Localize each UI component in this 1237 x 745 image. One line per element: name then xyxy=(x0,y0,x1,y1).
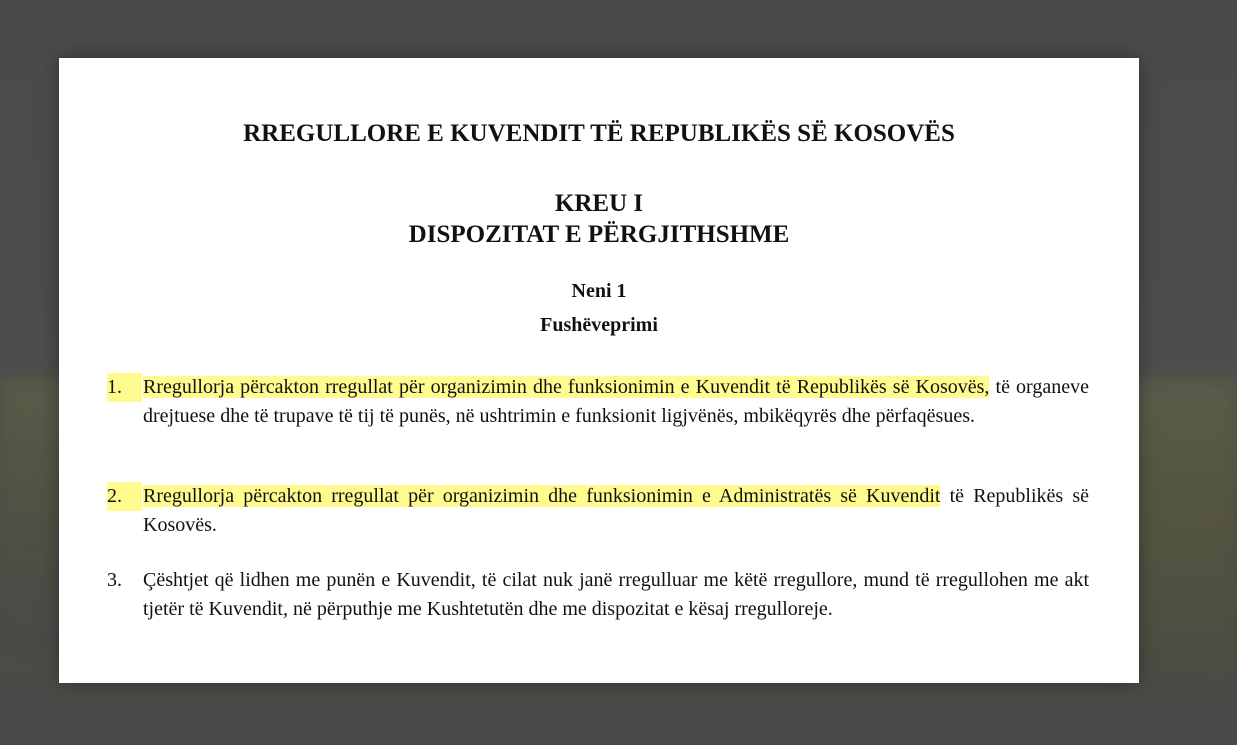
background-blur-right xyxy=(1127,380,1237,680)
highlighted-text: Rregullorja përcakton rregullat për organizimin dhe funksionimin e Administratës së Kuvendit xyxy=(143,485,941,507)
paragraph-text: të Republikës së Kosovës. xyxy=(143,485,1089,536)
document-page xyxy=(59,58,1139,683)
paragraph-number: 3. xyxy=(107,569,122,591)
document-title: RREGULLORE E KUVENDIT TË REPUBLIKËS SË KOSOVËS xyxy=(243,120,955,147)
paragraph-3 xyxy=(107,566,1089,624)
chapter-title: DISPOZITAT E PËRGJITHSHME xyxy=(408,221,790,248)
paragraph-1 xyxy=(107,373,1089,431)
paragraph-number: 1. xyxy=(107,373,142,402)
paragraph-text: Çështjet që lidhen me punën e Kuvendit, të cilat nuk janë rregulluar me këtë rregullore, mund të rregullohen me akt tjetër të Kuvendit, në përputhje me Kushtetutën dhe me dispozitat e kësaj rregulloreje. xyxy=(143,569,1089,620)
highlighted-text: Rregullorja përcakton rregullat për organizimin dhe funksionimin e Kuvendit të Republikës së Kosovës, xyxy=(143,376,990,398)
chapter-number: KREU I xyxy=(554,190,644,217)
paragraph-text: të organeve drejtuese dhe të trupave të tij të punës, në ushtrimin e funksionit ligjvënës, mbikëqyrës dhe përfaqësues. xyxy=(143,376,1089,427)
article-title: Fushëveprimi xyxy=(540,314,658,336)
paragraph-2 xyxy=(107,482,1089,540)
article-number: Neni 1 xyxy=(571,280,627,302)
paragraph-number: 2. xyxy=(107,482,142,511)
